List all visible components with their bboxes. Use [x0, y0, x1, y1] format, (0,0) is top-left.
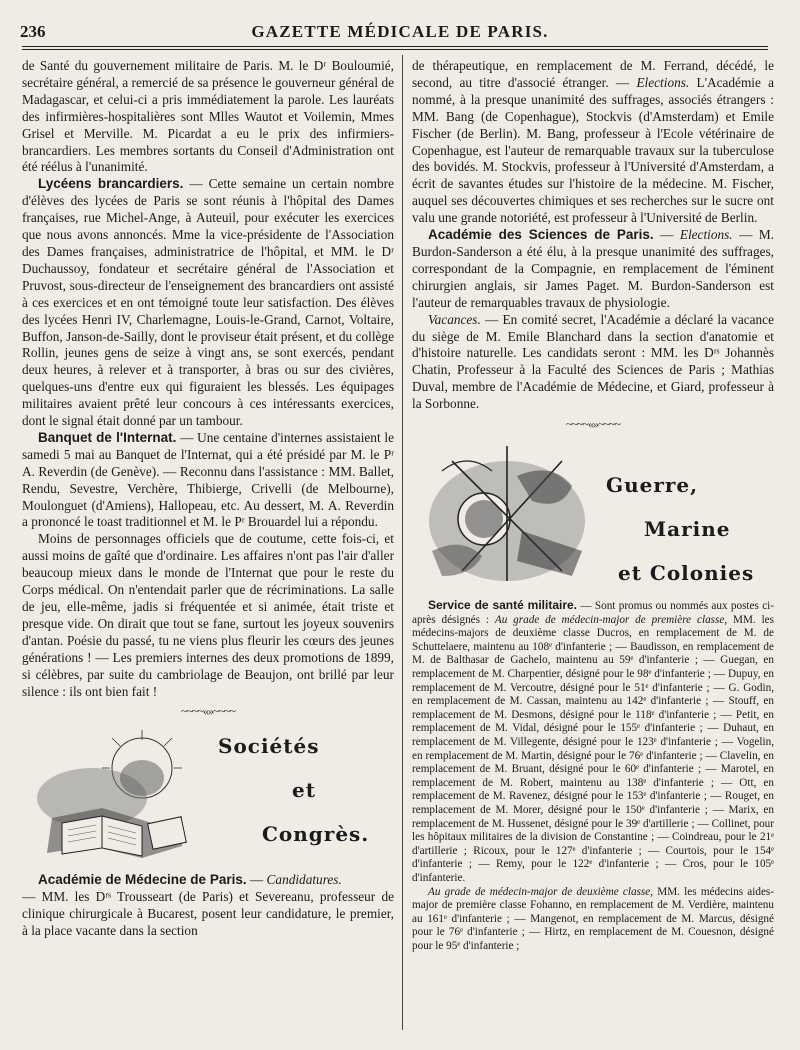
- section-title-societes: Sociétés: [218, 734, 320, 759]
- service-sante-heading: Service de santé militaire.: [428, 598, 578, 613]
- paragraph-lycees: [22, 176, 394, 430]
- paragraph-banquet-2: Moins de personnages officiels que de coutume, cette fois-ci, et aussi moins de gaîté que d'ordinaire. Les affaires n'ont pas l'air d'aller beaucoup mieux dans le monde de l'Internat que pour le reste du Corps médical. On n'entendait parler que de récriminations. La salle de jeu, elle-même, jadis si fréquentée et si animée, était triste et presque vide. On dirait que tout se fane, surtout les joyeux souvenirs d'antan. Poésie du passé, tu ne viens plus fleurir les cœurs des jeunes générations ! — Les premiers internes des deux promotions de 1899, si célèbres, par suite du cambriolage de Beaujon, ont brillé par leur silence : ils ont bien fait !: [22, 531, 394, 699]
- academie-medecine-text: — MM. les Dʳˢ Trousseart (de Paris) et Severeanu, professeur de clinique chirurgicale à Bucarest, posent leur candidature, le premier, à la place vacante dans la section: [22, 889, 394, 939]
- ornamental-separator: ~~~~«»~~~~: [566, 417, 620, 432]
- lycees-heading: Lycéens brancardiers.: [38, 176, 184, 192]
- right-column: [412, 58, 774, 953]
- academie-sciences-heading: Académie des Sciences de Paris.: [428, 227, 654, 243]
- paragraph-academie-sciences: Académie des Sciences de Paris. — Elections. — M. Burdon-Sanderson a été élu, à la presque unanimité des suffrages, correspondant de la Compagnie, en remplacement de l'éminent chirurgien anglais, sir James Paget. M. Burdon-Sanderson est l'auteur de remarquables travaux de physiologie.: [412, 227, 774, 310]
- section-title-congres: Congrès.: [262, 822, 370, 847]
- lycees-text: — Cette semaine un certain nombre d'élèves des lycées de Paris se sont réunis à l'hôpital des Dames françaises, rue Michel-Ange, à Auteuil, pour exécuter les exercices que nous avons annoncés. Mme la vice-présidente de l'Association des Dames françaises, administratrice de l'hôpital, et MM. le Dʳ Duchaussoy, fondateur et secrétaire général de l'Association et Pruvost, sous-directeur de l'enseignement des brancardiers ont assisté à ces exercices et en ont témoigné toute leur satisfaction. Des élèves des lycées Henri IV, Charlemagne, Louis-le-Grand, Carnot, Voltaire, Buffon, Janson-de-Sailly, dont le proviseur était présent, et du collège Rollin, jeunes gens de seize à vingt ans, se sont exercés, pendant deux heures, à relever et à transporter, à bras ou sur des civières, quelques-uns d'entre eux qui figuraient les blessés. Les équipages militaires avaient prêté leur concours à ces intéressants exercices, dont le signal était donné par un tambour.: [22, 176, 394, 429]
- paragraph-infirmieres: de Santé du gouvernement militaire de Paris. M. le Dʳ Bouloumié, secrétaire général, a remercié de sa présence le gouverneur général de Madagascar, et celui-ci a pris immédiatement la parole. Les lauréats des infirmières-hospitalières sont Mlles Wautot et Voilemin, Mmes Grisel et Merville. M. Picardat a eu le prix des infirmiers-brancardiers. Les membres sortants du Conseil d'Administration ont été réélus à l'unanimité.: [22, 58, 394, 175]
- service-sante-intro: — Sont promus ou nommés aux postes ci-après désignés :: [412, 600, 774, 626]
- service-sante-list-1: MM. les médecins-majors de deuxième classe Ducros, en remplacement de M. de Schuttelaere, maintenu au 108ᵉ d'infanterie ; — Baudisson, en remplacement de M. de Balthasar de Gachelo, maintenu au 59ᵉ d'infanterie ; — Guegan, en remplacement de M. Charpentier, désigné pour le 98ᵉ d'infanterie ; — Dupuy, en remplacement de M. Vercoutre, désigné pour le 51ᵉ d'infanterie ; — G. Godin, en remplacement de M. Cassan, maintenu au 142ᵉ d'infanterie ; — Stouff, en remplacement de M. Desmons, désigné pour le 118ᵉ d'infanterie ; — Petit, en remplacement de M. Vidal, désigné pour le 155ᵉ d'infanterie ; — Duhaut, en remplacement de M. Villegente, désigné pour le 123ᵉ d'infanterie ; — Vogelin, en remplacement de M. Martin, désigné pour le 76ᵉ d'infanterie ; — Clavelin, en remplacement de M. Bruant, désigné pour le 60ᵉ d'infanterie ; — Marotel, en remplacement de M. Robert, maintenu au 138ᵉ d'infanterie ; — Ott, en remplacement de M. Ravenez, désigné pour le 153ᵉ d'infanterie ; — Rouget, en remplacement de M. Morer, désigné pour le 150ᵉ d'infanterie ; — Marix, en remplacement de M. Hussenet, désigné pour le 39ᵉ d'artillerie ; — Collinet, pour les hôpitaux militaires de la division de Constantine ; — Coindreau, pour le 21ᵉ d'artillerie ; Ricoux, pour le 127ᵉ d'infanterie ; — Courtois, pour le 154ᵉ d'infanterie ; — Remy, pour le 122ᵉ d'infanterie ; — Cros, pour le 105ᵉ d'infanterie.: [412, 613, 774, 884]
- banquet-text: — Une centaine d'internes assistaient le samedi 5 mai au Banquet de l'Internat, qui a été présidé par M. le Pʳ A. Reverdin (de Genève). — Reconnu dans l'assistance : MM. Ballet, Rendu, Sevestre, Verchère, Thibierge, Crivelli (de Melbourne), Moulonguet (d'Amiens), Hallopeau, etc. Au dessert, M. A. Reverdin a prononcé le toast traditionnel et M. le Pʳ Brouardel lui a répondu.: [22, 429, 394, 530]
- associes-text-b: L'Académie a nommé, à la presque unanimité des suffrages, associés étrangers : MM. Bang (de Copenhague), Stockvis (d'Amsterdam) et Emile Fischer (de Berlin). M. Bang, professeur à l'Ecole vétérinaire de Copenhague, est l'auteur de remarquable travaux sur la tuberculose des bovidés. M. Stockvis, professeur à l'Université d'Amsterdam, a écrit de savantes études sur l'histoire de la médecine. M. Fischer, auquel ses découvertes chimiques et ses recherches sur le sucre ont valu une grande notoriété, est professeur à l'Université de Berlin.: [412, 74, 775, 226]
- service-grade-2: Au grade de médecin-major de deuxième classe,: [428, 885, 654, 898]
- header-rule-thin: [22, 49, 768, 50]
- paragraph-service-sante-2: [412, 886, 774, 954]
- left-column: [22, 58, 394, 940]
- vacances-label: Vacances.: [428, 311, 481, 327]
- vacances-text: — En comité secret, l'Académie a déclaré la vacance du siège de M. Emile Blanchard dans la section d'anatomie et d'histoire naturelle. Les candidats seront : MM. les Dʳˢ Johannès Chatin, Professeur à la Faculté des Sciences de Paris ; Mathias Duval, membre de l'Académie de Médecine, et Giard, professeur à la Sorbonne.: [412, 311, 774, 412]
- section-header-guerre: [412, 435, 774, 595]
- elections-label: Elections.: [636, 74, 690, 90]
- section-title-colonies: et Colonies: [618, 561, 755, 586]
- service-sante-list-2: MM. les médecins aides-major de première classe Fohanno, en remplacement de M. Verdière, maintenu au 161ᵉ d'infanterie ; — Mangenot, en remplacement de M. Marcus, désigné pour le 76ᵉ d'infanterie ; — Hirtz, en remplacement de M. Couesnon, désigné pour le 95ᵉ d'infanterie ;: [412, 885, 774, 952]
- academie-medecine-label: Candidatures.: [266, 872, 342, 888]
- academie-sciences-label: Elections.: [679, 227, 733, 243]
- banquet-heading: Banquet de l'Internat.: [38, 429, 177, 445]
- service-grade-1: Au grade de médecin-major de première classe,: [494, 613, 728, 626]
- header-rule: [22, 46, 768, 47]
- page-number: 236: [20, 22, 46, 41]
- ornamental-separator: ~~~~«»~~~~: [181, 704, 235, 719]
- paragraph-banquet: [22, 430, 394, 531]
- vignette-illustration-trophy-icon: [422, 441, 592, 591]
- vignette-illustration-books-icon: [32, 728, 192, 863]
- paragraph-academie-medecine: Académie de Médecine de Paris. — Candidatures.: [38, 872, 342, 888]
- column-divider: [402, 55, 403, 1030]
- associes-text-a: de thérapeutique, en remplacement de M. Ferrand, décédé, le second, au titre d'associé étranger. —: [412, 58, 774, 90]
- section-header-societes: [22, 722, 394, 872]
- academie-sciences-text: — M. Burdon-Sanderson a été élu, à la presque unanimité des suffrages, correspondant de la Compagnie, en remplacement de l'éminent chirurgien anglais, sir James Paget. M. Burdon-Sanderson est l'auteur de remarquables travaux de physiologie.: [412, 227, 774, 310]
- section-title-et: et: [292, 778, 316, 803]
- page-header: [10, 22, 780, 44]
- section-title-guerre: Guerre,: [606, 473, 699, 498]
- paragraph-associes-etrangers: [412, 58, 774, 227]
- section-title-marine: Marine: [644, 517, 731, 542]
- paragraph-vacances: [412, 312, 774, 413]
- paragraph-service-sante: [412, 599, 774, 885]
- academie-medecine-heading: Académie de Médecine de Paris.: [38, 872, 247, 888]
- journal-title: GAZETTE MÉDICALE DE PARIS.: [251, 22, 549, 41]
